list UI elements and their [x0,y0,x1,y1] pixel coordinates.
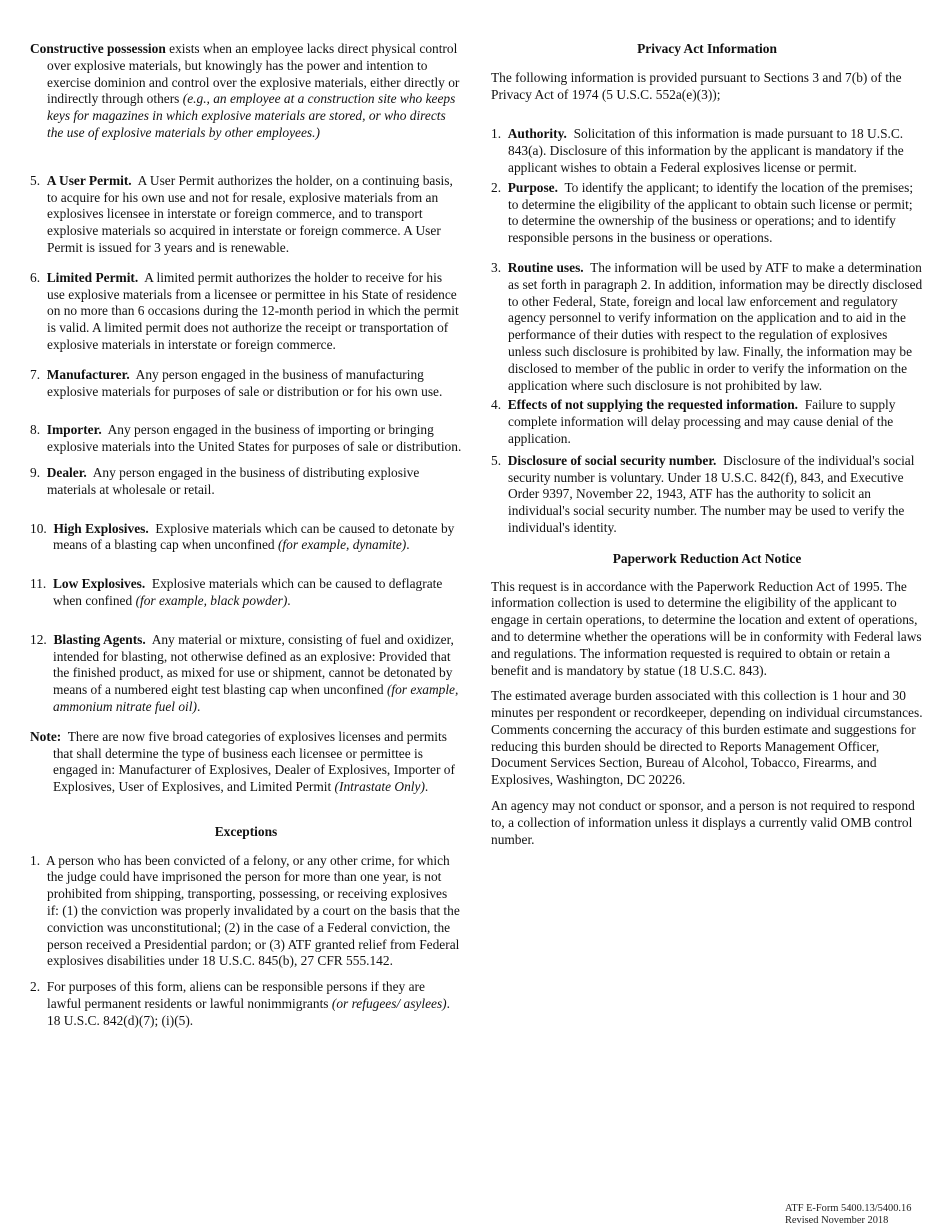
definition-term: Importer. [46,422,102,438]
paperwork-paragraph: This request is in accordance with the Paperwork Reduction Act of 1995. The information collection is used to determine the eligibility of the applicant to engage in certain operations, to determine the location and extent of operations, and to determine whether the operations will be in conformity with Federal laws and regulations. The information requested is required to obtain or retain a benefit and is mandatory by statue (18 U.S.C. 843). [491,578,922,678]
definition-item: 9. Dealer. Any person engaged in the business of distributing explosive materials at wholesale or retail. [30,464,420,497]
definition-item: 6. Limited Permit. A limited permit authorizes the holder to receive for his use explosive materials from a licensee or permittee in his State of residence on no more than 6 occasions during the 12-month period in which the permit is valid. A limited permit does not authorize the receipt or transportation of explosive materials in interstate or foreign commerce. [30,269,459,352]
privacy-act-heading: Privacy Act Information [637,41,777,56]
form-footer [785,1203,911,1227]
definition-item: 12. Blasting Agents. Any material or mixture, consisting of fuel and oxidizer, intended for blasting, not otherwise defined as an explosive: Provided that the finished product, as mixed for use or shipment, cannot be detonated by means of a numbered eight test blasting cap when unconfined (for example, ammonium nitrate fuel oil). [30,631,459,714]
definition-term: Low Explosives. [52,576,146,592]
definition-term: High Explosives. [53,520,149,536]
definition-term: Constructive possession [30,41,166,56]
privacy-item-term: Routine uses. [507,259,584,275]
privacy-item-term: Disclosure of social security number. [507,452,717,468]
privacy-item: 2. Purpose. To identify the applicant; to identify the location of the premises; to determine the eligibility of the applicant to obtain such license or permit; to determine the ownership of the business or operations; and to identify responsible persons in the business or operations. [491,179,914,246]
definition-term: A User Permit. [46,172,132,188]
privacy-item-term: Authority. [507,126,567,142]
revision-date: Revised November 2018 [785,1215,889,1226]
paperwork-paragraph: The estimated average burden associated with this collection is 1 hour and 30 minutes per respondent or recordkeeper, depending on individual circumstances. Comments concerning the accuracy of this burden estimate and suggestions for reducing this burden should be directed to Reports Management Officer, Document Services Section, Bureau of Alcohol, Tobacco, Firearms, and Explosives, Washington, DC 20226. [491,688,923,788]
exception-item: 2. For purposes of this form, aliens can be responsible persons if they are lawful permanent residents or lawful nonimmigrants (or refugees/ asylees). 18 U.S.C. 842(d)(7); (i)(5). [30,979,450,1028]
definition-term: Limited Permit. [46,269,139,285]
privacy-item: 1. Authority. Solicitation of this information is made pursuant to 18 U.S.C. 843(a). Disclosure of this information by the applicant is mandatory if the applicant wishes to obtain a Federal explosives license or permit. [491,126,904,175]
privacy-item: 3. Routine uses. The information will be used by ATF to make a determination as set forth in paragraph 2. In addition, information may be directly disclosed to other Federal, State, foreign and local law enforcement and regulatory agency personnel to verify information on the application and to aid in the performance of their duties with respect to the regulation of explosives unless such disclosure is prohibited by law. Finally, the information may be disclosed to member of the public in order to verify the information on the application where such disclosure is not prohibited by law. [491,259,923,393]
privacy-act-intro: The following information is provided pursuant to Sections 3 and 7(b) of the Privacy Act of 1974 (5 U.S.C. 552a(e)(3)); [491,69,902,102]
left-column [30,41,462,1030]
form-number: ATF E-Form 5400.13/5400.16 [785,1203,912,1214]
paperwork-act-heading: Paperwork Reduction Act Notice [612,550,802,566]
privacy-item: 4. Effects of not supplying the requested information. Failure to supply complete information will delay processing and may cause denial of the application. [491,397,896,446]
privacy-item: 5. Disclosure of social security number. Disclosure of the individual's social security number is voluntary. Under 18 U.S.C. 842(f), 843, and Executive Order 9397, November 22, 1943, ATF has the authority to solicit an individual's social security number. The number may be used to verify the individual's identity. [491,452,915,535]
exceptions-heading: Exceptions [214,823,278,839]
right-column [491,41,923,848]
definition-term: Manufacturer. [46,366,130,382]
definition-item: 10. High Explosives. Explosive materials which can be caused to detonate by means of a blasting cap when unconfined (for example, dynamite). [30,520,455,553]
note-paragraph: Note: There are now five broad categories of explosives licenses and permits that shall determine the type of business each licensee or permittee is engaged in: Manufacturer of Explosives, Dealer of Explosives, Importer of Explosives, User of Explosives, and Limited Permit (Intrastate Only). [30,728,455,795]
exception-item: 1. A person who has been convicted of a felony, or any other crime, for which the judge could have imprisoned the person for more than one year, is not prohibited from shipping, transporting, possessing, or receiving explosives if: (1) the conviction was properly invalidated by a court on the basis that the conviction was unconstitutional; (2) in the case of a Federal conviction, the person received a Presidential pardon; or (3) ATF granted relief from Federal explosives disabilities under 18 U.S.C. 845(b), 27 CFR 555.142. [30,852,460,969]
privacy-item-term: Purpose. [507,179,558,195]
note-label: Note: [30,728,62,744]
paperwork-paragraph: An agency may not conduct or sponsor, and a person is not required to respond to, a collection of information unless it displays a currently valid OMB control number. [491,798,915,847]
definition-item: 11. Low Explosives. Explosive materials which can be caused to deflagrate when confined (for example, black powder). [30,576,443,608]
definition-item: 5. A User Permit. A User Permit authorizes the holder, on a continuing basis, to acquire for his own use and not for resale, explosive materials from an explosives licensee in interstate or foreign commerce, and to transport explosive materials so acquired in interstate or foreign commerce. A User Permit is issued for 3 years and is renewable. [30,172,453,255]
definition-item: 8. Importer. Any person engaged in the business of importing or bringing explosive materials into the United States for purposes of sale or distribution. [30,422,462,455]
definition-term: Dealer. [46,464,87,480]
privacy-item-term: Effects of not supplying the requested information. [507,397,799,413]
definition-term: Blasting Agents. [53,631,146,647]
constructive-possession-definition: Constructive possession exists when an employee lacks direct physical control over explosive materials, but knowingly has the power and intention to exercise dominion and control over the explosive materials, either directly or indirectly through others (e.g., an employee at a construction site who keeps keys for magazines in which explosive materials are stored, or who directs the use of explosive materials by other employees.) [30,41,460,140]
definition-item: 7. Manufacturer. Any person engaged in the business of manufacturing explosive materials for purposes of sale or distribution or for his own use. [30,366,443,399]
